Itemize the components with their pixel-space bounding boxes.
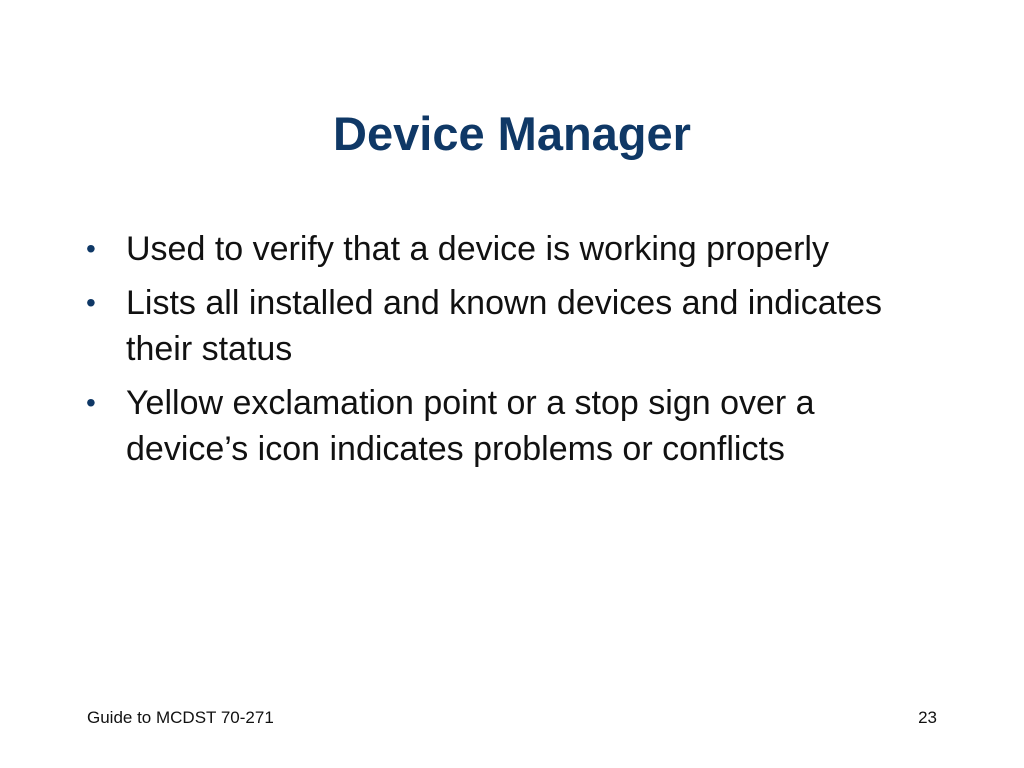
bullet-item (84, 280, 904, 372)
bullet-marker: • (86, 287, 96, 318)
bullet-text: Yellow exclamation point or a stop sign over a device’s icon indicates problems or conflicts (126, 384, 815, 468)
footer-page-number: 23 (918, 708, 937, 727)
bullet-item (84, 380, 904, 472)
bullet-list (84, 226, 904, 480)
bullet-text: Lists all installed and known devices and indicates their status (126, 284, 883, 368)
footer-course-title: Guide to MCDST 70-271 (87, 708, 274, 727)
slide-title: Device Manager (333, 107, 691, 160)
bullet-marker: • (86, 387, 96, 418)
bullet-marker: • (86, 233, 96, 264)
bullet-text: Used to verify that a device is working properly (126, 230, 829, 268)
bullet-item (84, 226, 904, 272)
